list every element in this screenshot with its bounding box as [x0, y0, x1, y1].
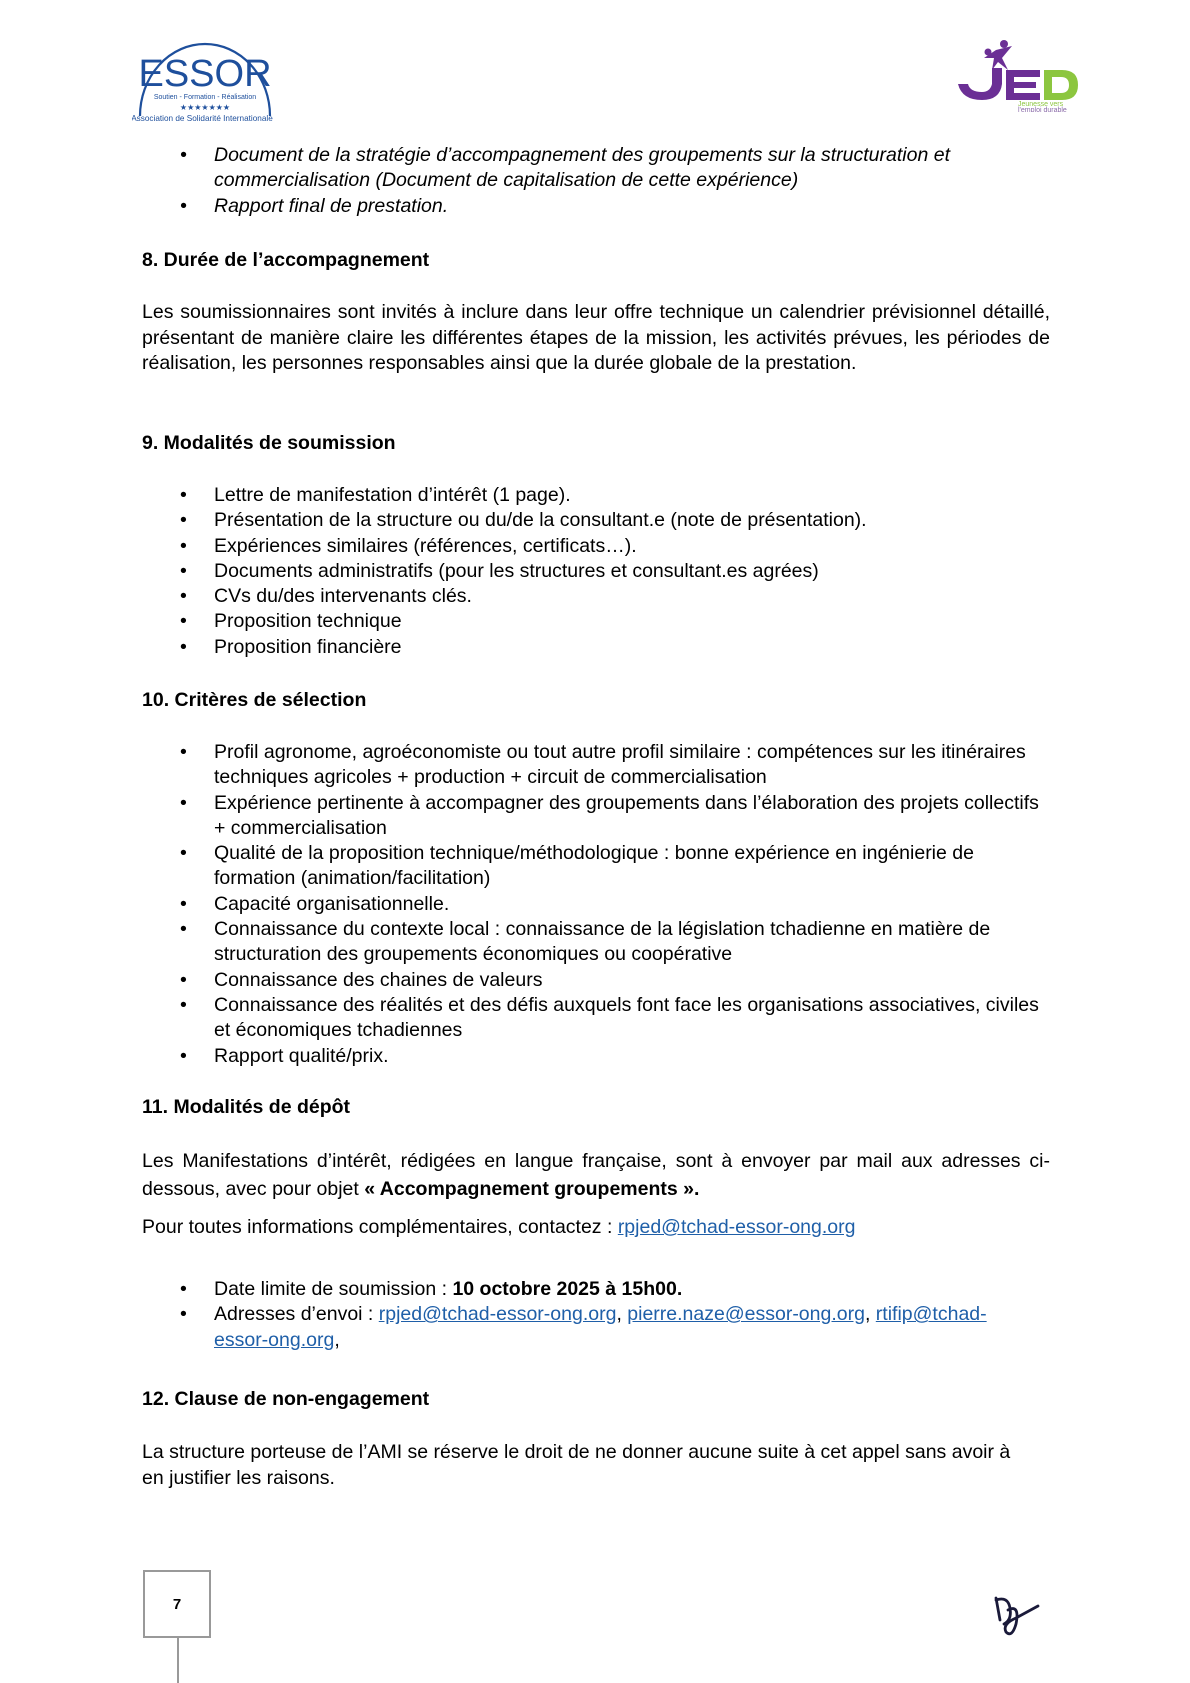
list-item — [178, 993, 1048, 1044]
address-email-link[interactable]: rpjed@tchad-essor-ong.org — [378, 1303, 617, 1326]
bullet: • — [180, 509, 187, 532]
section-11-heading: 11. Modalités de dépôt — [142, 1096, 351, 1118]
page-number-stem — [177, 1638, 179, 1683]
submission-list — [178, 483, 1058, 660]
list-item — [178, 917, 1048, 968]
bullet: • — [180, 484, 187, 506]
section-11-paragraph — [142, 1147, 1050, 1203]
deliverables-list — [178, 143, 1058, 219]
list-item-text: Lettre de manifestation d’intérêt (1 page). — [214, 484, 571, 506]
contact-email-link[interactable]: rpjed@tchad-essor-ong.org — [617, 1216, 856, 1238]
addresses-label: Adresses d’envoi : — [214, 1303, 379, 1326]
list-item-text: Présentation de la structure ou du/de la consultant.e (note de présentation). — [214, 509, 867, 532]
section-8-heading: 8. Durée de l’accompagnement — [142, 249, 430, 271]
bullet: • — [180, 968, 187, 991]
list-item — [178, 740, 1048, 791]
list-item — [178, 968, 1048, 993]
section-8-paragraph: Les soumissionnaires sont invités à inclure dans leur offre technique un calendrier prévisionnel détaillé, présentant de manière claire les différentes étapes de la mission, les activités prévues, les périodes de réalisation, les personnes responsables ainsi que la durée globale de la prestation. — [142, 301, 1050, 374]
list-item — [178, 892, 1048, 917]
list-item-text: Profil agronome, agroéconomiste ou tout autre profil similaire : compétences sur les itinéraires techniques agricoles + production + circuit de commercialisation — [214, 741, 1026, 789]
section-12-paragraph: La structure porteuse de l’AMI se réserve le droit de ne donner aucune suite à cet appel sans avoir à en justifier les raisons. — [142, 1441, 1011, 1489]
list-item-text: Connaissance du contexte local : connaissance de la législation tchadienne en matière de structuration des groupements économiques ou coopérative — [214, 918, 991, 966]
bullet: • — [180, 534, 187, 557]
bullet: • — [180, 194, 187, 217]
separator: , — [616, 1303, 628, 1326]
list-item — [178, 1044, 1048, 1069]
bullet: • — [180, 585, 187, 608]
list-item-text: Rapport final de prestation. — [214, 194, 449, 217]
bullet: • — [180, 842, 187, 865]
list-item-text: Expérience pertinente à accompagner des groupements dans l’élaboration des projets collectifs + commercialisation — [214, 791, 1039, 839]
bullet: • — [180, 610, 187, 633]
separator: , — [864, 1303, 876, 1326]
address-email-link[interactable]: rtifip@tchad-essor-ong.org — [214, 1303, 987, 1351]
bullet: • — [180, 918, 187, 941]
list-item — [178, 508, 1058, 533]
list-item — [178, 609, 1058, 634]
list-item — [178, 143, 1058, 194]
list-item — [178, 1277, 1038, 1302]
list-item — [178, 635, 1058, 660]
list-item — [178, 841, 1048, 892]
jed-logo — [952, 36, 1092, 112]
signature-initials — [990, 1590, 1050, 1645]
deadline-value: 10 octobre 2025 à 15h00. — [452, 1278, 683, 1300]
list-item-text: Expériences similaires (références, certificats…). — [214, 534, 637, 557]
list-item — [178, 1302, 1038, 1353]
list-item — [178, 584, 1058, 609]
list-item-text: Connaissance des chaines de valeurs — [214, 968, 543, 991]
list-item-text: Capacité organisationnelle. — [214, 892, 450, 915]
bullet: • — [180, 993, 187, 1016]
list-item-text: Document de la stratégie d’accompagnement des groupements sur la structuration et commercialisation (Document de capitalisation de cette expérience) — [214, 144, 950, 192]
contact-label: Pour toutes informations complémentaires, contactez : — [142, 1216, 618, 1238]
bullet: • — [180, 1278, 187, 1300]
list-item — [178, 791, 1048, 842]
list-item — [178, 483, 1058, 508]
list-item-text: CVs du/des intervenants clés. — [214, 585, 472, 608]
essor-stars: ★★★★★★★ — [179, 103, 231, 112]
bullet: • — [180, 635, 187, 658]
list-item-text: Rapport qualité/prix. — [214, 1044, 389, 1067]
list-item — [178, 534, 1058, 559]
section-9-heading: 9. Modalités de soumission — [142, 432, 396, 454]
essor-subtitle: Association de Solidarité Internationale — [132, 114, 273, 123]
list-item-text: Qualité de la proposition technique/méthodologique : bonne expérience en ingénierie de formation (animation/facilitation) — [214, 842, 974, 890]
essor-tagline: Soutien - Formation - Réalisation — [153, 94, 257, 101]
criteria-list — [178, 740, 1048, 1069]
deadline-label: Date limite de soumission : — [214, 1278, 453, 1300]
essor-logo-text: ESSOR — [138, 53, 272, 95]
contact-line — [142, 1215, 1050, 1241]
jed-tagline-2: l'emploi durable — [1018, 107, 1067, 112]
bullet: • — [180, 144, 187, 166]
email-subject: « Accompagnement groupements ». — [364, 1178, 700, 1200]
section-12-heading: 12. Clause de non-engagement — [142, 1388, 430, 1410]
list-item-text: Proposition technique — [214, 610, 402, 633]
list-item — [178, 559, 1058, 584]
address-email-link[interactable]: pierre.naze@essor-ong.org — [627, 1303, 865, 1326]
essor-logo — [132, 22, 278, 130]
page-number: 7 — [143, 1570, 211, 1638]
bullet: • — [180, 791, 187, 814]
list-item-text: Connaissance des réalités et des défis auxquels font face les organisations associatives, civiles et économiques tchadiennes — [214, 993, 1039, 1042]
bullet: • — [180, 1044, 187, 1067]
list-item-text: Proposition financière — [214, 635, 402, 658]
bullet: • — [180, 741, 187, 763]
list-item-text: Documents administratifs (pour les structures et consultant.es agrées) — [214, 559, 819, 582]
separator: , — [334, 1328, 340, 1351]
section-10-heading: 10. Critères de sélection — [142, 689, 367, 711]
bullet: • — [180, 892, 187, 915]
list-item — [178, 194, 1058, 219]
deposit-list — [178, 1277, 1038, 1353]
bullet: • — [180, 559, 187, 582]
bullet: • — [180, 1303, 187, 1326]
section-11-text: Les Manifestations d’intérêt, rédigées en langue française, sont à envoyer par mail aux adresses ci-dessous, avec pour objet — [142, 1150, 1050, 1200]
jed-tagline-1: Jeunesse vers — [1018, 101, 1064, 108]
